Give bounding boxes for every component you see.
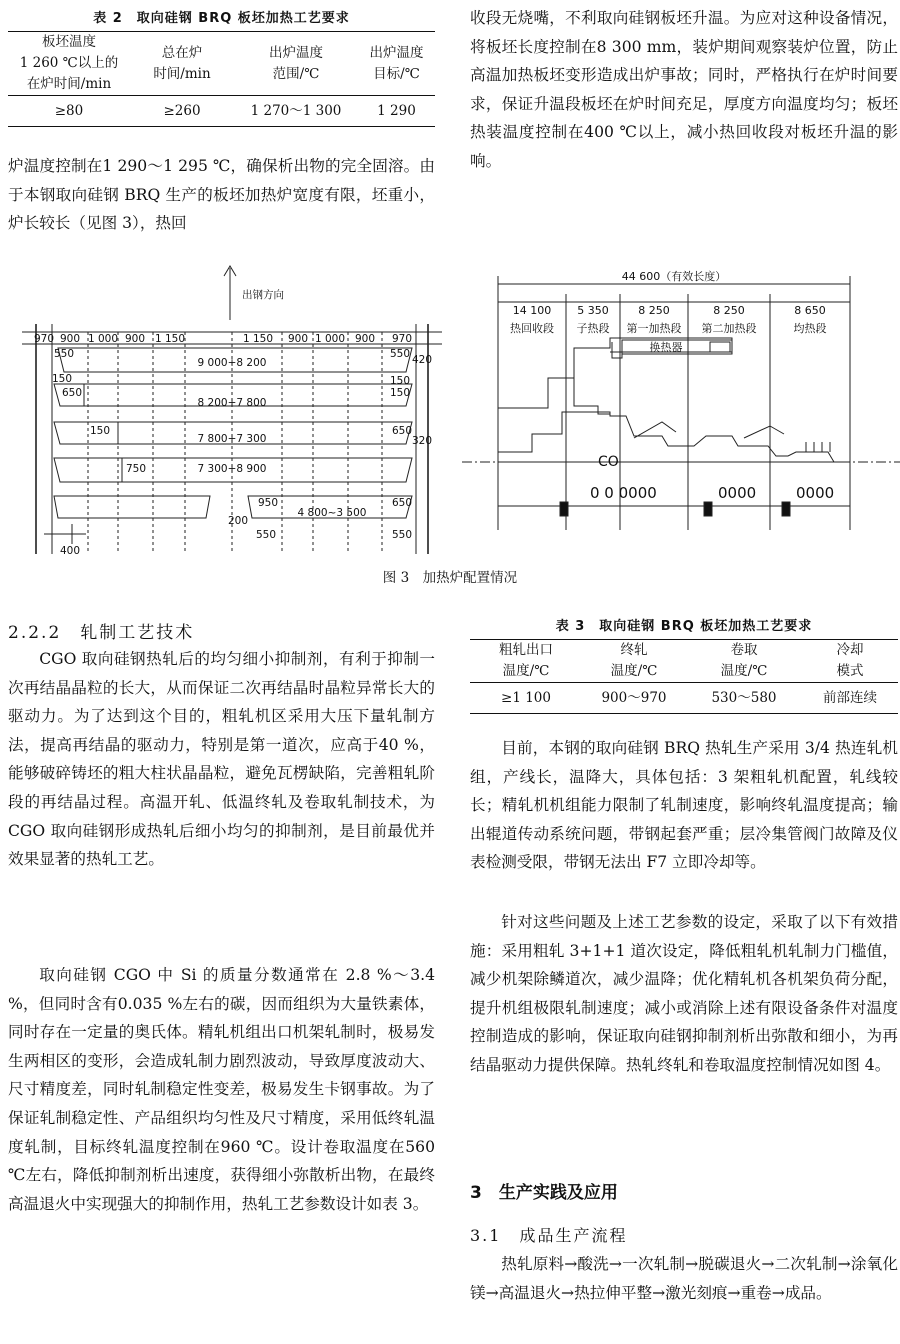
dimension-label: 8 650 [794,304,826,317]
table3-caption: 表 3 取向硅钢 BRQ 板坯加热工艺要求 [555,619,813,634]
figure3-caption: 图 3 加热炉配置情况 [382,570,518,586]
dimension-label: 8 250 [713,304,745,317]
slab-label: 8 200+7 800 [197,397,267,409]
table-cell: 1 290 [377,103,416,119]
table-cell: 900～970 [601,690,667,706]
exchanger-label: 换热器 [649,341,683,354]
paragraph: 炉温度控制在1 290～1 295 ℃，确保析出物的完全固溶。由于本钢取向硅钢 BRQ 生产的板坯加热炉宽度有限，坯重小，炉长较长（见图 3），热回 [8,157,435,233]
dimension-label: 200 [228,515,249,527]
dimension-label: 970 [33,333,55,345]
dimension-label: 400 [60,545,81,557]
zone-label: 子热段 [576,322,610,335]
dimension-label: 950 [258,497,279,509]
table3-header: 卷取 温度/℃ [720,642,768,679]
table2-header: 出炉温度 范围/℃ [269,44,323,82]
dimension-label: 14 100 [512,304,552,317]
slab-label: 7 800+7 300 [197,433,267,445]
slab [54,496,210,518]
slab-label: 9 000+8 200 [197,357,267,369]
table-cell: 530～580 [711,690,777,706]
table-row [470,683,898,714]
total-length-label: 44 600（有效长度） [621,270,727,283]
table-cell: ≥1 100 [501,690,551,706]
dimension-label: 650 [392,425,413,437]
roller-group: 0000 [718,484,757,502]
table-cell: 前部连续 [823,690,877,706]
dimension-label: 550 [256,529,277,541]
table2-header: 板坯温度 1 260 ℃以上的 在炉时间/min [19,34,119,92]
dimension-label: 550 [54,348,75,360]
dimension-label: 150 [390,375,411,387]
slab-label: 7 300+8 900 [197,463,267,475]
figure3-right-diagram [462,266,900,556]
dimension-label: 650 [392,497,413,509]
subsection-heading: 3.1 成品生产流程 [470,1226,628,1245]
section-heading: 3 生产实践及应用 [470,1183,618,1203]
dimension-label: 750 [126,463,147,475]
dimension-label: 1 000 [314,333,346,345]
table2-header: 出炉温度 目标/℃ [369,44,424,82]
dimension-label: 8 250 [638,304,670,317]
paragraph: 热轧原料→酸洗→一次轧制→脱碳退火→二次轧制→涂氧化镁→高温退火→热拉伸平整→激光刻痕→重卷→成品。 [470,1255,898,1302]
table3-header: 终轧 温度/℃ [610,642,658,679]
dimension-label: 320 [412,435,433,447]
table-cell: ≥260 [163,103,201,119]
zone-label: 均热段 [793,322,827,335]
dimension-label: 650 [62,387,83,399]
furnace-mark: CO [598,454,619,470]
table-row [8,96,435,127]
paragraph: 收段无烧嘴，不利取向硅钢板坯升温。为应对这种设备情况，将板坯长度控制在8 300 mm，装炉期间观察装炉位置，防止高温加热板坯变形造成出炉事故；同时，严格执行在炉时间要求，保证升温段板坯在炉时间充足，厚度方向温度均匀；板坯热装温度控制在400 ℃以上，减小热回收段对板坯升温的影响。 [470,9,898,170]
dimension-label: 1 000 [87,333,119,345]
table-cell: 1 270～1 300 [250,103,342,119]
zone-label: 热回收段 [510,322,554,335]
table2-caption: 表 2 取向硅钢 BRQ 板坯加热工艺要求 [93,11,350,26]
slab-label: 4 800~3 500 [297,507,367,519]
table3-header: 粗轧出口 温度/℃ [499,642,553,679]
dimension-label: 150 [390,387,411,399]
dimension-label: 970 [391,333,413,345]
figure3-left-diagram [10,262,450,562]
paragraph: 针对这些问题及上述工艺参数的设定，采取了以下有效措施：采用粗轧 3+1+1 道次设定，降低粗轧机轧制力门槛值，减少机架除鳞道次，减少温降；优化精轧机各机架负荷分配，提升机组极限轧制速度；减小或消除上述有限设备条件对温度控制造成的影响，保证取向硅钢抑制剂析出弥散和细小，为再结晶驱动力提供保障。热轧终轧和卷取温度控制情况如图 4。 [470,913,898,1074]
paragraph: CGO 取向硅钢热轧后的均匀细小抑制剂，有利于抑制一次再结晶晶粒的长大，从而保证二次再结晶时晶粒异常长大的驱动力。为了达到这个目的，粗轧机区采用大压下量轧制方法，提高再结晶的驱动力，特别是第一道次，应高于40 %，能够破碎铸坯的粗大柱状晶晶粒，避免瓦楞缺陷，完善粗轧阶段的再结晶过程。高温开轧、低温终轧及卷取轧制技术，为 CGO 取向硅钢形成热轧后细小均匀的抑制剂，是目前最优并效果显著的热轧工艺。 [8,650,435,869]
paragraph: 目前，本钢的取向硅钢 BRQ 热轧生产采用 3/4 热连轧机组，产线长，温降大，具体包括：3 架粗轧机配置，轧线较长；精轧机机组能力限制了轧制速度，影响终轧温度提高；输出辊道传动系统问题，带钢起套严重；层冷集管阀门故障及仪表检测受限，带钢无法出 F7 立即冷却等。 [470,739,898,872]
arrow-label: 出钢方向 [242,289,284,301]
table3-header: 冷却 模式 [836,642,864,679]
zone-label: 第二加热段 [701,322,757,335]
dimension-label: 1 150 [242,333,274,345]
dimension-label: 5 350 [577,304,609,317]
roller-group: 0 0 0000 [590,484,657,502]
table2 [8,31,435,127]
dimension-label: 900 [59,333,81,345]
dimension-label: 900 [354,333,376,345]
table2-header: 总在炉 时间/min [153,44,211,82]
dimension-label: 150 [52,373,73,385]
dimension-label: 550 [392,529,413,541]
section-heading: 2.2.2 轧制工艺技术 [8,623,195,643]
dimension-label: 900 [287,333,309,345]
exchanger-icon [710,342,730,352]
dimension-label: 550 [390,348,411,360]
paragraph: 取向硅钢 CGO 中 Si 的质量分数通常在 2.8 %～3.4 %，但同时含有0.035 %左右的碳，因而组织为大量铁素体，同时存在一定量的奥氏体。精轧机组出口机架轧制时，极易发生两相区的变形，会造成轧制力剧烈波动，导致厚度波动大、尺寸精度差，同时轧制稳定性变差，极易发生卡钢事故。为了保证轧制稳定性、产品组织均匀性及尺寸精度，采用低终轧温度轧制，目标终轧温度控制在960 ℃。设计卷取温度在560 ℃左右，降低抑制剂析出速度，获得细小弥散析出物，在最终高温退火中实现强大的抑制作用，热轧工艺参数设计如表 3。 [8,966,435,1213]
roller-group: 0000 [796,484,835,502]
dimension-label: 1 150 [154,333,186,345]
dimension-label: 420 [412,354,433,366]
dimension-label: 150 [90,425,111,437]
zone-label: 第一加热段 [626,322,682,335]
table-cell: ≥80 [54,103,84,119]
table3 [470,639,898,714]
dimension-label: 900 [124,333,146,345]
